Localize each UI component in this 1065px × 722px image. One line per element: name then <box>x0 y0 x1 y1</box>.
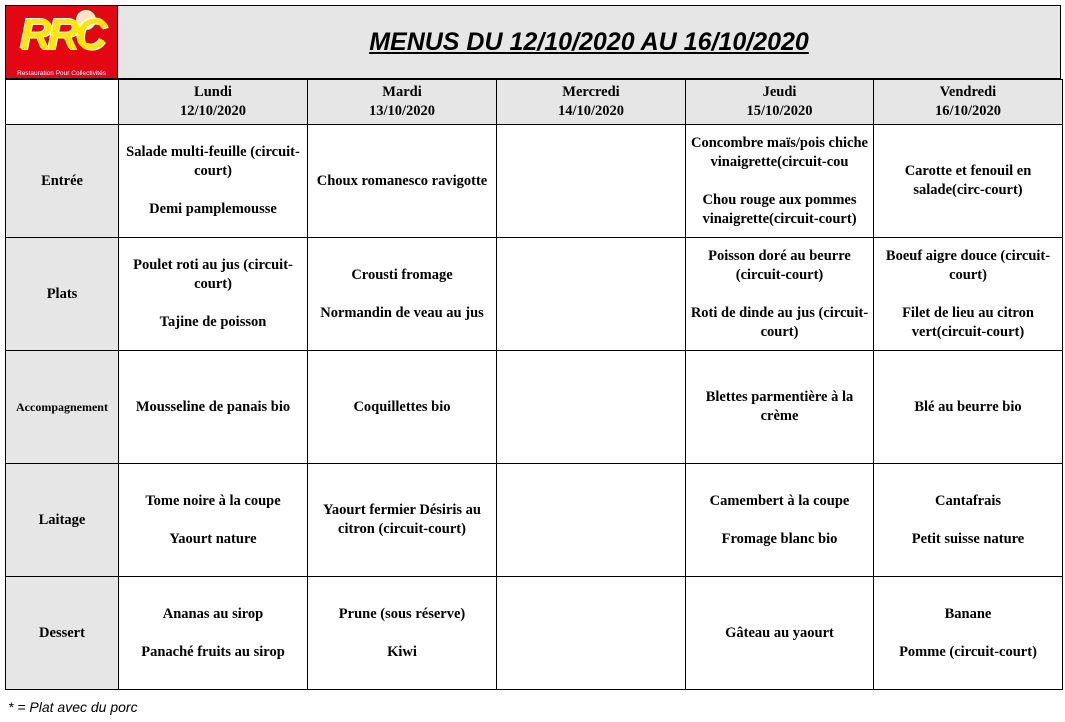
pork-footnote: * = Plat avec du porc <box>8 699 138 715</box>
dish-name: Banane <box>944 605 992 622</box>
dish-name: Mousseline de panais bio <box>135 398 291 415</box>
dish-name: Blettes parmentière à la crème <box>705 389 854 424</box>
dish-name: Coquillettes bio <box>353 398 451 415</box>
dish-name: Choux romanesco ravigotte <box>316 172 488 189</box>
dish-name: Petit suisse nature <box>911 530 1025 547</box>
menu-row-accompagnement <box>6 351 1063 464</box>
day-header-lundi: Lundi 12/10/2020 <box>119 80 308 125</box>
logo-frame <box>5 5 118 79</box>
page-title: MENUS DU 12/10/2020 AU 16/10/2020 <box>369 27 809 56</box>
row-label: Accompagnement <box>6 351 119 464</box>
menu-cell <box>686 125 874 238</box>
menu-cell <box>308 238 497 351</box>
menu-row-laitage <box>6 464 1063 577</box>
menu-cell <box>686 351 874 464</box>
menu-cell <box>497 351 686 464</box>
logo-text: RRC <box>19 10 104 59</box>
menu-cell <box>497 464 686 577</box>
dish-name: Fromage blanc bio <box>721 530 838 547</box>
row-label: Dessert <box>6 577 119 690</box>
day-header-jeudi: Jeudi 15/10/2020 <box>686 80 874 125</box>
dish-name: Boeuf aigre douce (circuit-court) <box>885 247 1051 283</box>
menu-cell <box>874 125 1063 238</box>
corner-cell <box>6 80 119 125</box>
dish-name: Yaourt nature <box>169 530 257 547</box>
menu-cell <box>497 125 686 238</box>
dish-name: Ananas au sirop <box>162 605 264 622</box>
menu-cell <box>308 577 497 690</box>
dish-name: Panaché fruits au sirop <box>141 643 285 660</box>
menu-cell <box>874 238 1063 351</box>
dish-name: Chou rouge aux pommes vinaigrette(circuit-court) <box>702 191 857 227</box>
dish-name: Camembert à la coupe <box>709 492 850 509</box>
dish-name: Filet de lieu au citron vert(circuit-court) <box>902 304 1034 340</box>
dish-name: Tome noire à la coupe <box>145 492 281 509</box>
dish-name: Poulet roti au jus (circuit-court) <box>133 257 293 292</box>
menu-cell <box>119 351 308 464</box>
dish-name: Gâteau au yaourt <box>725 624 834 641</box>
dish-name: Crousti fromage <box>351 266 453 283</box>
menu-cell <box>686 577 874 690</box>
day-header-vendredi: Vendredi 16/10/2020 <box>874 80 1063 125</box>
dish-name: Cantafrais <box>934 492 1002 509</box>
dish-name: Carotte et fenouil en salade(circ-court) <box>904 163 1032 198</box>
day-header-mercredi: Mercredi 14/10/2020 <box>497 80 686 125</box>
row-label: Laitage <box>6 464 119 577</box>
dish-name: Salade multi-feuille (circuit-court) <box>126 144 300 179</box>
dish-name: Poisson doré au beurre (circuit-court) <box>708 247 851 283</box>
menu-cell <box>119 125 308 238</box>
menu-cell <box>308 125 497 238</box>
row-label: Entrée <box>6 125 119 238</box>
dish-name: Demi pamplemousse <box>149 201 277 217</box>
menu-row-plats <box>6 238 1063 351</box>
menu-cell <box>497 577 686 690</box>
dish-name: Tajine de poisson <box>159 314 267 330</box>
dish-name: Kiwi <box>387 643 417 660</box>
menu-cell <box>119 577 308 690</box>
day-header-row <box>6 80 1063 125</box>
dish-name: Concombre maïs/pois chiche vinaigrette(circuit-cou <box>691 134 868 170</box>
menu-cell <box>686 464 874 577</box>
menu-row-entrée <box>6 125 1063 238</box>
menu-cell <box>874 577 1063 690</box>
dish-name: Roti de dinde au jus (circuit-court) <box>690 304 869 340</box>
dish-name: Yaourt fermier Désiris au citron (circuit-court) <box>323 502 481 537</box>
menu-cell <box>119 464 308 577</box>
day-header-mardi: Mardi 13/10/2020 <box>308 80 497 125</box>
menu-cell <box>119 238 308 351</box>
menu-row-dessert <box>6 577 1063 690</box>
menu-cell <box>874 464 1063 577</box>
dish-name: Blé au beurre bio <box>914 398 1022 415</box>
row-label: Plats <box>6 238 119 351</box>
dish-name: Normandin de veau au jus <box>320 304 484 321</box>
menu-cell <box>874 351 1063 464</box>
menu-cell <box>308 464 497 577</box>
menu-cell <box>308 351 497 464</box>
menu-cell <box>497 238 686 351</box>
logo-tagline: Restauration Pour Collectivités <box>17 70 106 77</box>
title-banner <box>118 5 1061 79</box>
dish-name: Pomme (circuit-court) <box>899 643 1037 660</box>
weekly-menu-table <box>5 79 1063 690</box>
dish-name: Prune (sous réserve) <box>338 605 466 622</box>
menu-cell <box>686 238 874 351</box>
